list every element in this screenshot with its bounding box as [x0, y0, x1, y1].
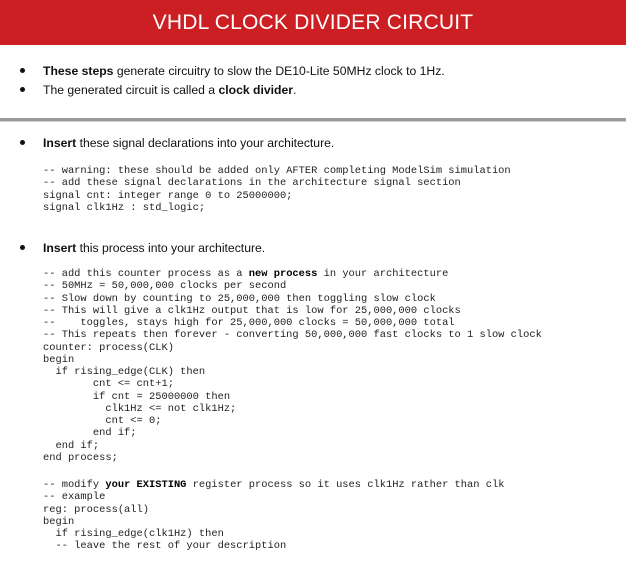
code-line: -- This repeats then forever - converting 50,000,000 fast clocks to 1 slow clock — [43, 329, 542, 342]
code-comment-end: register process so it uses clk1Hz rather than clk — [186, 479, 505, 491]
code-line: reg: process(all) — [43, 503, 150, 516]
code-line: if rising_edge(clk1Hz) then — [43, 528, 224, 540]
code-line: -- 50MHz = 50,000,000 clocks per second — [43, 280, 287, 293]
code-line: -- warning: these should be added only AFTER completing ModelSim simulation — [43, 165, 511, 177]
code-line: -- leave the rest of your description — [43, 540, 287, 553]
step2-bullet — [0, 239, 626, 257]
code-line: -- example — [43, 491, 106, 504]
code-emphasis: new process — [248, 268, 318, 280]
bullet-icon — [20, 87, 25, 92]
code-line — [43, 479, 504, 491]
bullet-icon — [20, 245, 25, 250]
intro-section — [0, 62, 626, 99]
step1-bold: Insert — [43, 136, 77, 150]
intro-bullet-2-bold: clock divider — [218, 83, 293, 97]
bullet-icon — [20, 140, 25, 145]
code-line: signal cnt: integer range 0 to 25000000; — [43, 189, 293, 202]
code-comment: -- add this counter process as a — [43, 268, 249, 280]
intro-bullet-1-bold: These steps — [43, 64, 114, 78]
step1-bullet — [0, 134, 626, 152]
code-line: cnt <= cnt+1; — [43, 378, 174, 391]
step1-section — [0, 134, 626, 152]
code-line: end if; — [43, 427, 137, 440]
code-line: clk1Hz <= not clk1Hz; — [43, 402, 237, 415]
code-line: -- add these signal declarations in the architecture signal section — [43, 177, 461, 190]
step1-text: these signal declarations into your architecture. — [76, 136, 335, 150]
code-line: -- Slow down by counting to 25,000,000 then toggling slow clock — [43, 292, 436, 305]
step2-bold: Insert — [43, 241, 77, 255]
code-comment-end: in your architecture — [317, 268, 449, 280]
intro-bullet-2-text: The generated circuit is called a — [43, 83, 219, 97]
code-line: begin — [43, 515, 75, 528]
step2-code-block — [43, 268, 542, 464]
code-line: cnt <= 0; — [43, 415, 162, 427]
step2-text: this process into your architecture. — [76, 241, 266, 255]
code-emphasis: your EXISTING — [105, 479, 187, 491]
step2-code-block-2 — [43, 479, 504, 553]
intro-bullet-1 — [0, 62, 626, 80]
step2-section — [0, 239, 626, 257]
code-line: end if; — [43, 439, 100, 452]
code-line: -- This will give a clk1Hz output that is low for 25,000,000 clocks — [43, 304, 461, 317]
code-line: signal clk1Hz : std_logic; — [43, 201, 206, 214]
page-title: VHDL CLOCK DIVIDER CIRCUIT — [0, 0, 626, 45]
code-line: counter: process(CLK) — [43, 341, 174, 354]
section-divider-shadow — [0, 121, 626, 122]
intro-bullet-2 — [0, 81, 626, 99]
code-line: if rising_edge(CLK) then — [43, 366, 206, 378]
intro-bullet-1-text: generate circuitry to slow the DE10-Lite 50MHz clock to 1Hz. — [113, 64, 445, 78]
code-line: if cnt = 25000000 then — [43, 390, 231, 403]
intro-bullet-2-end: . — [292, 83, 297, 97]
code-line: begin — [43, 353, 75, 366]
code-comment: -- modify — [43, 479, 106, 491]
bullet-icon — [20, 68, 25, 73]
code-line: -- toggles, stays high for 25,000,000 clocks = 50,000,000 total — [43, 317, 455, 329]
step1-code-block — [43, 165, 511, 214]
code-line: end process; — [43, 451, 118, 464]
code-line — [43, 268, 542, 280]
